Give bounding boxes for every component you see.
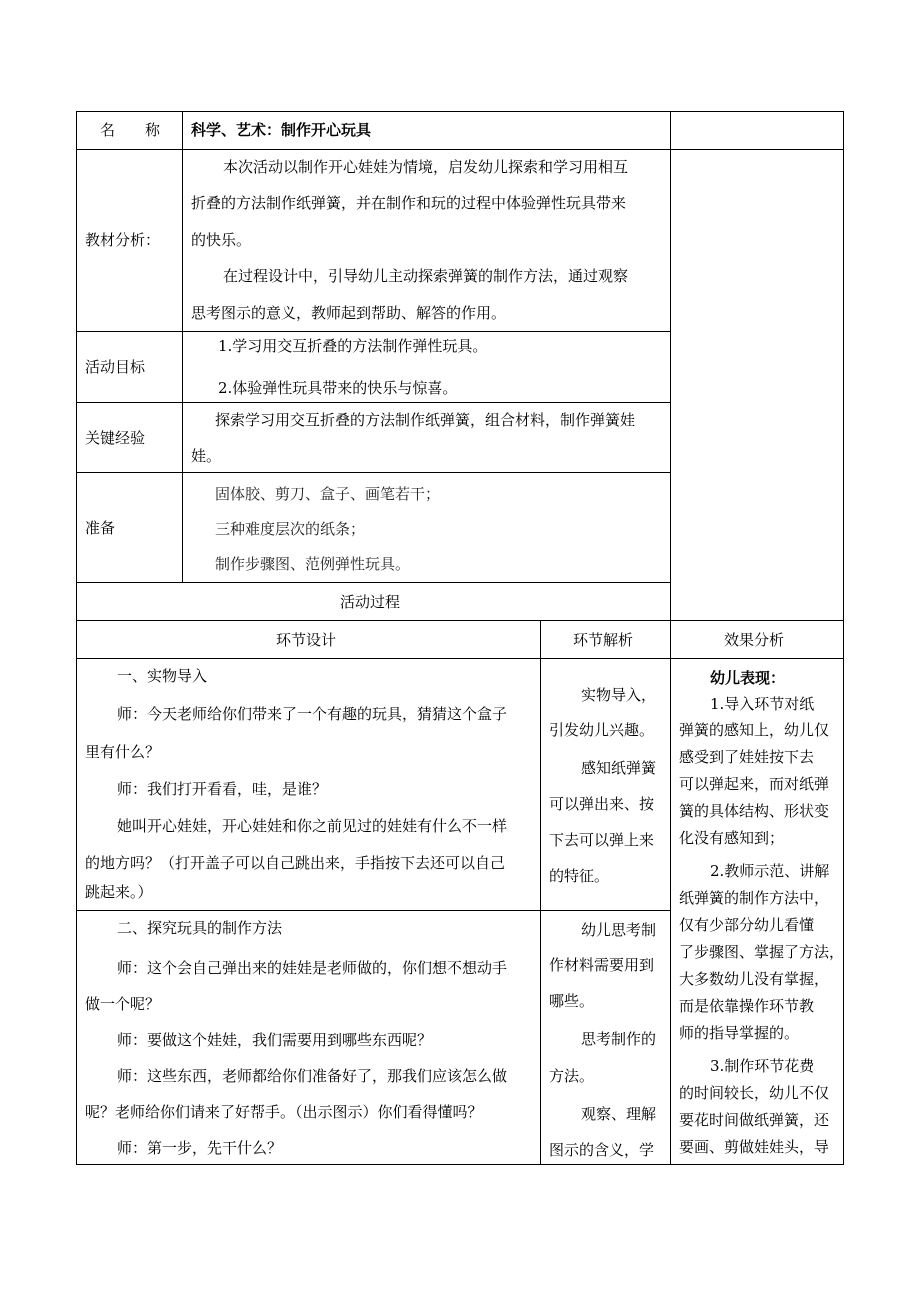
section-2-line: 师：要做这个娃娃，我们需要用到哪些东西呢？ — [117, 1031, 433, 1049]
effect-line: 2.教师示范、讲解 — [710, 862, 830, 880]
section-2-analysis-line: 哪些。 — [549, 992, 595, 1010]
effect-line: 要画、剪做娃娃头，导 — [679, 1138, 830, 1156]
section-2-analysis-line: 幼儿思考制 — [581, 921, 657, 939]
section-2-heading: 二、探究玩具的制作方法 — [117, 919, 283, 937]
effect-heading: 幼儿表现： — [710, 669, 786, 687]
effect-line: 1.导入环节对纸 — [710, 695, 815, 713]
goal-2: 2.体验弹性玩具带来的快乐与惊喜。 — [218, 379, 458, 397]
analysis-paragraph-2-line-1: 在过程设计中，引导幼儿主动探索弹簧的制作方法，通过观察 — [223, 267, 629, 285]
column-header-effect: 效果分析 — [724, 631, 785, 649]
section-2-analysis-line: 方法。 — [549, 1067, 595, 1085]
effect-line: 弹簧的感知上，幼儿仅 — [679, 721, 830, 739]
section-1-analysis-line: 下去可以弹上来 — [549, 831, 655, 849]
analysis-paragraph-1-line-2: 折叠的方法制作纸弹簧，并在制作和玩的过程中体验弹性玩具带来 — [191, 194, 627, 212]
effect-line: 仅有少部分幼儿看懂 — [679, 916, 815, 934]
section-1-line: 她叫开心娃娃，开心娃娃和你之前见过的娃娃有什么不一样 — [117, 817, 508, 835]
effect-line: 化没有感知到； — [679, 829, 785, 847]
name-label: 名 称 — [100, 121, 161, 139]
effect-line: 而是依靠操作环节教 — [679, 997, 815, 1015]
preparation-line-1: 固体胶、剪刀、盒子、画笔若干； — [215, 485, 441, 503]
effect-line: 了步骤图、掌握了方法， — [679, 943, 845, 961]
section-1-line: 跳起来。） — [85, 883, 153, 901]
column-header-design: 环节设计 — [276, 631, 337, 649]
section-2-line: 师：这些东西，老师都给你们准备好了，那我们应该怎么做 — [117, 1067, 508, 1085]
column-header-analysis: 环节解析 — [573, 631, 634, 649]
section-2-analysis-line: 观察、理解 — [581, 1105, 657, 1123]
section-1-analysis-line: 可以弹出来、按 — [549, 795, 655, 813]
preparation-line-3: 制作步骤图、范例弹性玩具。 — [215, 555, 411, 573]
key-experience-label: 关键经验 — [85, 429, 146, 447]
section-2-line: 师：这个会自己弹出来的娃娃是老师做的，你们想不想动手 — [117, 959, 508, 977]
section-1-analysis-line: 引发幼儿兴趣。 — [549, 721, 655, 739]
section-1-analysis-line: 的特征。 — [549, 867, 610, 885]
analysis-paragraph-1-line-1: 本次活动以制作开心娃娃为情境，启发幼儿探索和学习用相互 — [223, 158, 629, 176]
preparation-label: 准备 — [85, 519, 116, 537]
section-2-analysis-line: 图示的含义，学 — [549, 1141, 655, 1159]
process-title: 活动过程 — [340, 593, 401, 611]
section-1-analysis-line: 感知纸弹簧 — [581, 759, 657, 777]
goals-label: 活动目标 — [85, 358, 146, 376]
effect-line: 的时间较长，幼儿不仅 — [679, 1084, 830, 1102]
section-2-line: 呢？老师给你们请来了好帮手。（出示图示）你们看得懂吗？ — [85, 1103, 483, 1121]
section-1-heading: 一、实物导入 — [117, 667, 208, 685]
section-1-line: 的地方吗？（打开盖子可以自己跳出来，手指按下去还可以自己 — [85, 854, 506, 872]
section-1-line: 里有什么？ — [85, 743, 161, 761]
section-1-line: 师：我们打开看看，哇，是谁？ — [117, 780, 328, 798]
section-1-line: 师：今天老师给你们带来了一个有趣的玩具，猜猜这个盒子 — [117, 705, 508, 723]
section-2-analysis-line: 思考制作的 — [581, 1030, 657, 1048]
section-1-analysis-line: 实物导入， — [581, 686, 657, 704]
activity-title: 科学、艺术：制作开心玩具 — [191, 121, 372, 139]
effect-line: 簧的具体结构、形状变 — [679, 802, 830, 820]
effect-line: 可以弹起来，而对纸弹 — [679, 775, 830, 793]
preparation-line-2: 三种难度层次的纸条； — [215, 520, 366, 538]
effect-line: 要花时间做纸弹簧，还 — [679, 1111, 830, 1129]
key-experience-line-1: 探索学习用交互折叠的方法制作纸弹簧，组合材料，制作弹簧娃 — [215, 411, 636, 429]
section-2-analysis-line: 作材料需要用到 — [549, 956, 655, 974]
key-experience-line-2: 娃。 — [191, 447, 222, 465]
section-2-line: 做一个呢？ — [85, 995, 161, 1013]
analysis-paragraph-2-line-2: 思考图示的意义，教师起到帮助、解答的作用。 — [191, 304, 507, 322]
section-2-line: 师：第一步，先干什么？ — [117, 1139, 283, 1157]
effect-line: 大多数幼儿没有掌握， — [679, 970, 830, 988]
effect-line: 3.制作环节花费 — [710, 1057, 815, 1075]
effect-line: 纸弹簧的制作方法中， — [679, 889, 830, 907]
effect-line: 感受到了娃娃按下去 — [679, 748, 815, 766]
goal-1: 1.学习用交互折叠的方法制作弹性玩具。 — [218, 337, 488, 355]
analysis-paragraph-1-line-3: 的快乐。 — [191, 231, 252, 249]
effect-line: 师的指导掌握的。 — [679, 1024, 800, 1042]
analysis-label: 教材分析： — [85, 231, 161, 249]
